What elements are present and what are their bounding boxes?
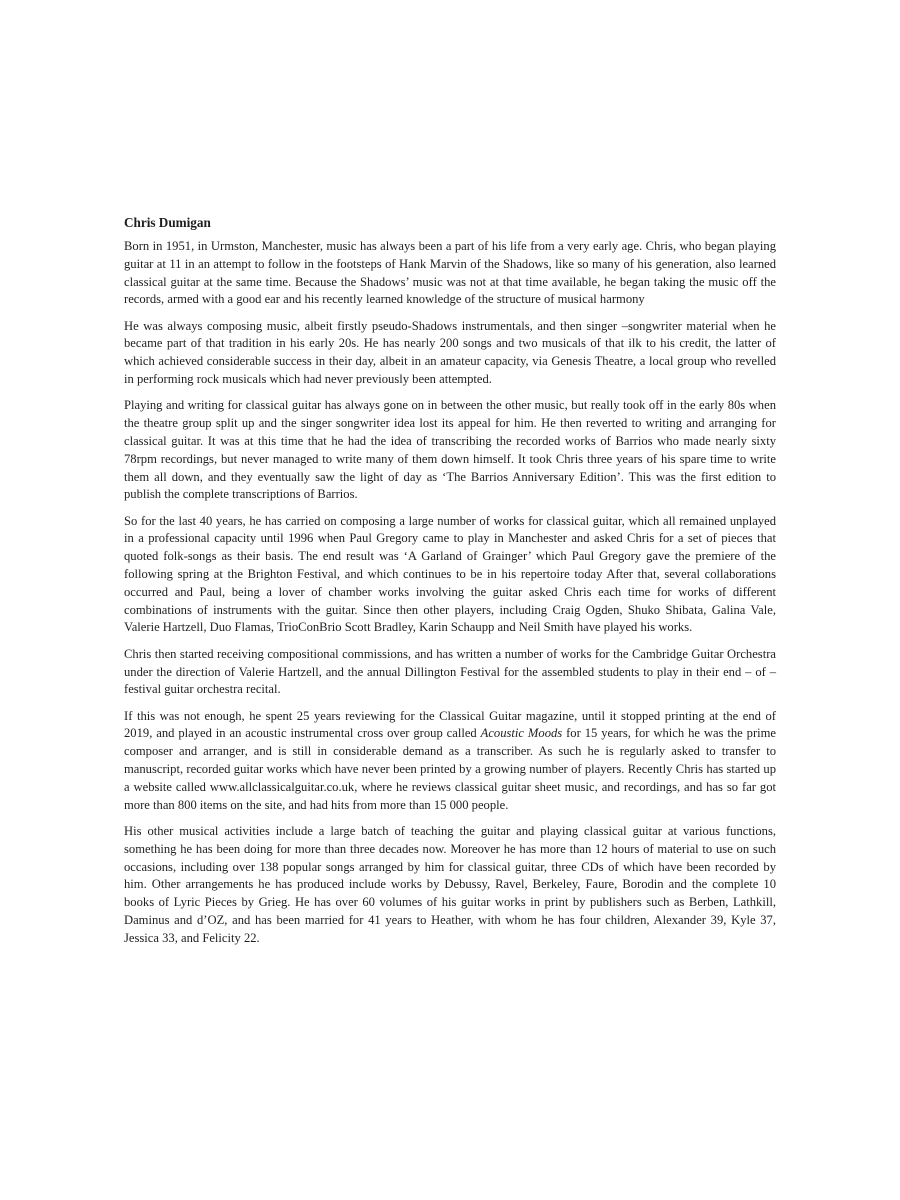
paragraph-early-life: Born in 1951, in Urmston, Manchester, music has always been a part of his life from a very early age. Chris, who began playing guitar at 11 in an attempt to follow in the footsteps of Hank Marvin of the Shadows, like so many of his generation, also learned classical guitar at the same time. Because the Shadows’ music was not at that time available, he began taking the music off the records, armed with a good ear and his recently learned knowledge of the structure of musical harmony <box>124 239 776 307</box>
paragraph-collaborations: So for the last 40 years, he has carried on composing a large number of works for classical guitar, which all remained unplayed in a professional capacity until 1996 when Paul Gregory came to play in Manchester and asked Chris for a set of pieces that quoted folk-songs as their basis. The end result was ‘A Garland of Grainger’ which Paul Gregory gave the premiere of the following spring at the Brighton Festival, and which continues to be in his repertoire today After that, several collaborations occurred and Paul, being a lover of chamber works involving the guitar asked Chris each time for works of different combinations of instruments with the guitar. Since then other players, including Craig Ogden, Shuko Shibata, Galina Vale, Valerie Hartzell, Duo Flamas, TrioConBrio Scott Bradley, Karin Schaupp and Neil Smith have played his works. <box>124 513 776 635</box>
biography-document <box>124 214 776 956</box>
paragraph-songwriting: He was always composing music, albeit firstly pseudo-Shadows instrumentals, and then singer –songwriter material when he became part of that tradition in his early 20s. He has nearly 200 songs and two musicals of that ilk to his credit, the latter of which achieved considerable success in their day, albeit in an amateur capacity, via Genesis Theatre, a local group who revelled in performing rock musicals which had never previously been attempted. <box>124 318 776 387</box>
biography-title: Chris Dumigan <box>124 215 211 230</box>
paragraph-barrios: Playing and writing for classical guitar has always gone on in between the other music, but really took off in the early 80s when the theatre group split up and the singer songwriter idea lost its appeal for him. He then reverted to writing and arranging for classical guitar. It was at this time that he had the idea of transcribing the recorded works of Barrios who made nearly sixty 78rpm recordings, but never managed to write many of them down himself. It took Chris three years of his spare time to write them all down, and they eventually saw the light of day as ‘The Barrios Anniversary Edition’. This was the first edition to publish the complete transcriptions of Barrios. <box>124 398 776 502</box>
paragraph-reviewing <box>124 708 776 815</box>
reviewing-text-before: If this was not enough, he spent 25 years reviewing for the Classical Guitar magazine, until it stopped printing at the end of 2019, and played in an acoustic instrumental cross over group called <box>124 708 776 741</box>
reviewing-text-after: for 15 years, for which he was the prime composer and arranger, and is still in considerable demand as a transcriber. As such he is regularly asked to transfer to manuscript, recorded guitar works which have never been printed by a growing number of players. Recently Chris has started up a website called www.allclassicalguitar.co.uk, where he reviews classical guitar sheet music, and recordings, and has so far got more than 800 items on the site, and had hits from more than 15 000 people. <box>124 726 777 812</box>
paragraph-other-activities: His other musical activities include a large batch of teaching the guitar and playing classical guitar at various functions, something he has been doing for more than three decades now. Moreover he has more than 12 hours of material to use on such occasions, including over 138 popular songs arranged by him for classical guitar, three CDs of which have been recorded by him. Other arrangements he has produced include works by Debussy, Ravel, Berkeley, Faure, Borodin and the complete 10 books of Lyric Pieces by Grieg. He has over 60 volumes of his guitar works in print by publishers such as Berben, Lathkill, Daminus and d’OZ, and has been married for 41 years to Heather, with whom he has four children, Alexander 39, Kyle 37, Jessica 33, and Felicity 22. <box>124 823 776 945</box>
reviewing-group-name: Acoustic Moods <box>480 726 563 741</box>
paragraph-commissions: Chris then started receiving compositional commissions, and has written a number of works for the Cambridge Guitar Orchestra under the direction of Valerie Hartzell, and the annual Dillington Festival for the assembled students to play in their end – of – festival guitar orchestra recital. <box>124 646 776 697</box>
